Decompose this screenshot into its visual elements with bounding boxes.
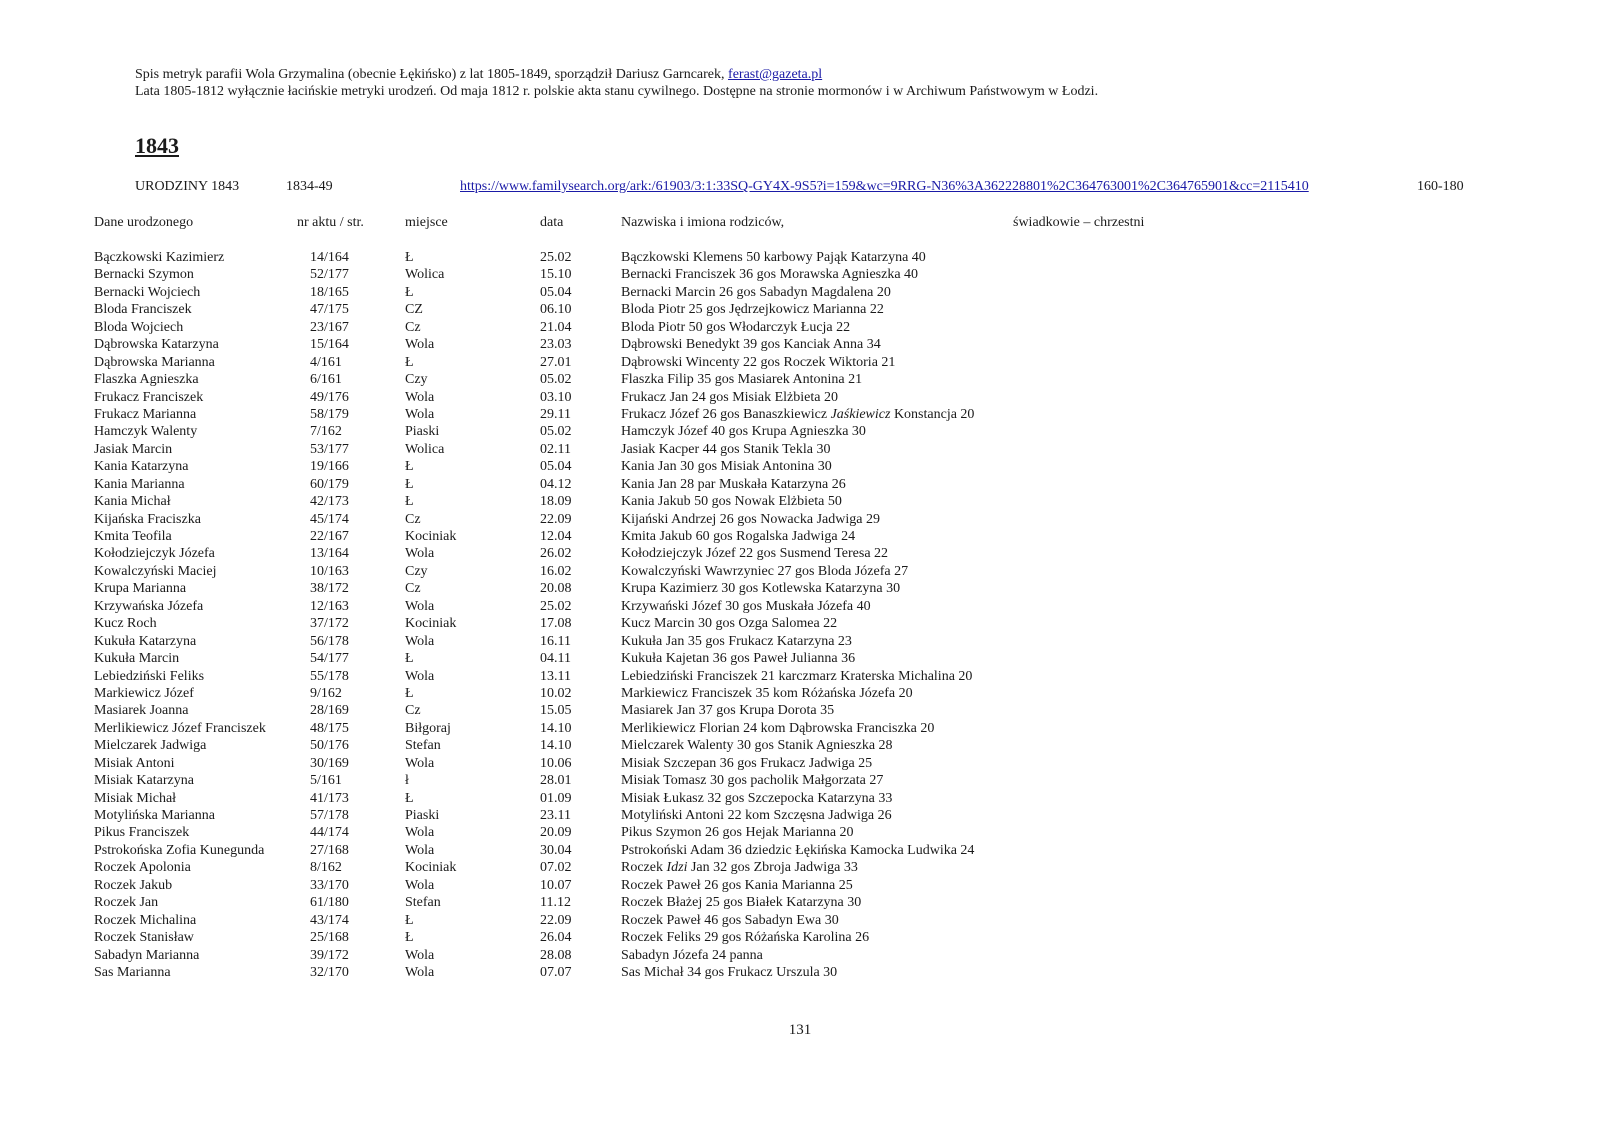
record-date: 30.04 <box>540 842 572 858</box>
record-name: Bloda Wojciech <box>94 319 184 335</box>
record-name: Bloda Franciszek <box>94 302 192 318</box>
record-act-number: 47/175 <box>310 302 349 318</box>
record-act-number: 32/170 <box>310 964 349 980</box>
record-row <box>0 772 1600 789</box>
record-date: 16.11 <box>540 633 571 649</box>
record-parents: Flaszka Filip 35 gos Masiarek Antonina 21 <box>621 372 863 388</box>
record-date: 15.10 <box>540 267 572 283</box>
record-name: Misiak Michał <box>94 790 177 806</box>
record-place: Wola <box>405 598 435 614</box>
record-date: 22.09 <box>540 511 572 527</box>
record-parents: Kołodziejczyk Józef 22 gos Susmend Teresa 22 <box>621 546 889 562</box>
record-date: 20.09 <box>540 825 572 841</box>
record-row <box>0 249 1600 266</box>
record-place: Wola <box>405 546 435 562</box>
record-date: 05.04 <box>540 459 572 475</box>
record-date: 14.10 <box>540 720 572 736</box>
record-parents: Roczek Błażej 25 gos Białek Katarzyna 30 <box>621 895 862 911</box>
record-name: Roczek Michalina <box>94 912 197 928</box>
record-act-number: 27/168 <box>310 842 349 858</box>
record-date: 13.11 <box>540 668 571 684</box>
record-row <box>0 877 1600 894</box>
record-place: Wola <box>405 842 435 858</box>
record-parents: Dąbrowski Wincenty 22 gos Roczek Wiktoria 21 <box>621 354 896 370</box>
record-date: 10.06 <box>540 755 572 771</box>
record-date: 06.10 <box>540 302 572 318</box>
record-act-number: 33/170 <box>310 877 349 893</box>
record-act-number: 22/167 <box>310 529 349 544</box>
record-date: 16.02 <box>540 563 572 579</box>
record-parents: Motyliński Antoni 22 kom Szczęsna Jadwiga 26 <box>621 808 892 823</box>
record-act-number: 53/177 <box>310 441 349 457</box>
record-act-number: 15/164 <box>310 337 349 353</box>
record-name: Pikus Franciszek <box>94 825 190 841</box>
record-date: 26.02 <box>540 546 572 562</box>
record-row <box>0 284 1600 301</box>
record-row <box>0 598 1600 615</box>
record-name: Kołodziejczyk Józefa <box>94 546 215 562</box>
source-link[interactable]: https://www.familysearch.org/ark:/61903/3:1:33SQ-GY4X-9S5?i=159&wc=9RRG-N36%3A362228801%2C364763001%2C364765901&cc=2115410 <box>460 179 1309 194</box>
record-row <box>0 964 1600 981</box>
record-place: Kociniak <box>405 529 457 544</box>
record-row <box>0 755 1600 772</box>
record-name: Misiak Antoni <box>94 755 175 771</box>
record-name: Kukuła Katarzyna <box>94 633 197 649</box>
record-parents: Roczek Feliks 29 gos Różańska Karolina 26 <box>621 930 870 946</box>
record-act-number: 44/174 <box>310 825 349 841</box>
record-place: Piaski <box>405 424 440 440</box>
record-parents: Mielczarek Walenty 30 gos Stanik Agnieszka 28 <box>621 738 893 754</box>
record-parents: Dąbrowski Benedykt 39 gos Kanciak Anna 34 <box>621 337 881 353</box>
record-name: Kowalczyński Maciej <box>94 563 217 579</box>
record-place: Ł <box>405 459 414 475</box>
record-parents: Masiarek Jan 37 gos Krupa Dorota 35 <box>621 703 835 719</box>
record-row <box>0 842 1600 859</box>
record-act-number: 23/167 <box>310 319 349 335</box>
header-line-2: Lata 1805-1812 wyłącznie łacińskie metryki urodzeń. Od maja 1812 r. polskie akta stanu cywilnego. Dostępne na stronie mormonów i w Archiwum Państwowym w Łodzi. <box>135 84 1099 99</box>
record-place: Ł <box>405 250 414 265</box>
record-date: 17.08 <box>540 616 572 632</box>
record-act-number: 5/161 <box>310 773 342 789</box>
record-place: Wola <box>405 389 435 405</box>
record-row <box>0 563 1600 580</box>
record-name: Kania Michał <box>94 494 171 510</box>
column-header-parents: Nazwiska i imiona rodziców, <box>621 215 785 230</box>
record-parents: Kania Jakub 50 gos Nowak Elżbieta 50 <box>621 494 842 510</box>
record-place: Ł <box>405 476 414 492</box>
record-act-number: 60/179 <box>310 476 349 492</box>
record-act-number: 54/177 <box>310 651 349 667</box>
record-place: Wola <box>405 337 435 353</box>
record-place: Wola <box>405 877 435 893</box>
record-name: Bernacki Szymon <box>94 267 194 283</box>
record-name: Frukacz Marianna <box>94 406 197 422</box>
record-date: 25.02 <box>540 250 572 265</box>
record-row <box>0 441 1600 458</box>
record-row <box>0 389 1600 406</box>
record-row <box>0 807 1600 824</box>
record-parents: Kowalczyński Wawrzyniec 27 gos Bloda Józefa 27 <box>621 563 909 579</box>
record-place: Wolica <box>405 441 445 457</box>
record-act-number: 7/162 <box>310 424 342 440</box>
record-place: Stefan <box>405 738 441 754</box>
record-name: Hamczyk Walenty <box>94 424 198 440</box>
record-date: 04.12 <box>540 476 572 492</box>
record-parents: Markiewicz Franciszek 35 kom Różańska Józefa 20 <box>621 685 913 701</box>
record-row <box>0 545 1600 562</box>
record-date: 20.08 <box>540 581 572 597</box>
record-name: Kijańska Fraciszka <box>94 511 201 527</box>
record-place: Ł <box>405 494 414 510</box>
record-place: Wola <box>405 947 435 963</box>
record-act-number: 18/165 <box>310 284 349 300</box>
record-parents: Sabadyn Józefa 24 panna <box>621 947 763 963</box>
record-date: 01.09 <box>540 790 572 806</box>
record-act-number: 30/169 <box>310 755 349 771</box>
record-act-number: 57/178 <box>310 808 349 823</box>
record-name: Krupa Marianna <box>94 581 187 597</box>
record-date: 02.11 <box>540 441 571 457</box>
record-parents: Kania Jan 30 gos Misiak Antonina 30 <box>621 459 832 475</box>
record-act-number: 12/163 <box>310 598 349 614</box>
record-act-number: 61/180 <box>310 895 349 911</box>
record-row <box>0 720 1600 737</box>
record-row <box>0 528 1600 545</box>
header-line-1-text: Spis metryk parafii Wola Grzymalina (obecnie Łękińsko) z lat 1805-1849, sporządził Dariusz Garncarek, <box>135 67 729 82</box>
record-row <box>0 947 1600 964</box>
record-date: 04.11 <box>540 651 571 667</box>
record-date: 07.07 <box>540 964 572 980</box>
record-place: ł <box>405 773 409 789</box>
record-name: Roczek Stanisław <box>94 930 194 946</box>
record-row <box>0 702 1600 719</box>
record-date: 11.12 <box>540 895 571 911</box>
record-parents: Sas Michał 34 gos Frukacz Urszula 30 <box>621 964 838 980</box>
record-place: Wola <box>405 755 435 771</box>
record-place: Kociniak <box>405 860 457 876</box>
record-act-number: 58/179 <box>310 406 349 422</box>
record-place: Kociniak <box>405 616 457 632</box>
record-place: Ł <box>405 354 414 370</box>
record-act-number: 41/173 <box>310 790 349 806</box>
record-row <box>0 354 1600 371</box>
record-date: 21.04 <box>540 319 572 335</box>
record-date: 05.04 <box>540 284 572 300</box>
column-header-name: Dane urodzonego <box>94 215 194 230</box>
record-row <box>0 650 1600 667</box>
column-header-act: nr aktu / str. <box>297 215 364 230</box>
record-place: Czy <box>405 563 428 579</box>
record-act-number: 25/168 <box>310 930 349 946</box>
column-header-place: miejsce <box>405 215 448 230</box>
record-row <box>0 406 1600 423</box>
record-date: 12.04 <box>540 529 572 544</box>
header-line-1 <box>135 66 1515 83</box>
record-place: Ł <box>405 930 414 946</box>
record-parents: Hamczyk Józef 40 gos Krupa Agnieszka 30 <box>621 424 866 440</box>
record-date: 25.02 <box>540 598 572 614</box>
record-act-number: 52/177 <box>310 267 349 283</box>
record-date: 10.02 <box>540 685 572 701</box>
record-act-number: 38/172 <box>310 581 349 597</box>
year-heading: 1843 <box>135 133 179 158</box>
record-act-number: 39/172 <box>310 947 349 963</box>
record-date: 29.11 <box>540 406 571 422</box>
record-date: 22.09 <box>540 912 572 928</box>
record-place: Czy <box>405 372 428 388</box>
column-header-date: data <box>540 215 564 230</box>
record-act-number: 19/166 <box>310 459 349 475</box>
record-parents: Misiak Szczepan 36 gos Frukacz Jadwiga 25 <box>621 755 873 771</box>
record-parents: Roczek Paweł 46 gos Sabadyn Ewa 30 <box>621 912 839 928</box>
record-parents: Kmita Jakub 60 gos Rogalska Jadwiga 24 <box>621 529 856 544</box>
record-act-number: 10/163 <box>310 563 349 579</box>
record-name: Krzywańska Józefa <box>94 598 204 614</box>
record-name: Lebiedziński Feliks <box>94 668 205 684</box>
record-name: Pstrokońska Zofia Kunegunda <box>94 842 265 858</box>
record-place: Wolica <box>405 267 445 283</box>
record-date: 10.07 <box>540 877 572 893</box>
record-name: Kania Marianna <box>94 476 185 492</box>
record-place: Stefan <box>405 895 441 911</box>
record-parents: Misiak Tomasz 30 gos pacholik Małgorzata 27 <box>621 773 884 789</box>
record-name: Dąbrowska Marianna <box>94 354 215 370</box>
record-act-number: 4/161 <box>310 354 342 370</box>
record-act-number: 28/169 <box>310 703 349 719</box>
record-name: Sas Marianna <box>94 964 171 980</box>
record-row <box>0 633 1600 650</box>
record-row <box>0 929 1600 946</box>
record-place: Wola <box>405 633 435 649</box>
record-parents: Bloda Piotr 50 gos Włodarczyk Łucja 22 <box>621 319 851 335</box>
record-place: Wola <box>405 668 435 684</box>
record-place: CZ <box>405 302 423 318</box>
record-name: Kmita Teofila <box>94 529 172 544</box>
record-date: 27.01 <box>540 354 572 370</box>
record-place: Ł <box>405 685 414 701</box>
record-name: Flaszka Agnieszka <box>94 372 199 388</box>
record-date: 23.03 <box>540 337 572 353</box>
record-row <box>0 458 1600 475</box>
record-date: 05.02 <box>540 372 572 388</box>
record-row <box>0 511 1600 528</box>
record-parents: Roczek Paweł 26 gos Kania Marianna 25 <box>621 877 853 893</box>
record-place: Piaski <box>405 808 440 823</box>
record-act-number: 55/178 <box>310 668 349 684</box>
record-name: Bernacki Wojciech <box>94 284 201 300</box>
record-parents: Frukacz Józef 26 gos Banaszkiewicz Jaśkiewicz Konstancja 20 <box>621 406 975 422</box>
record-row <box>0 336 1600 353</box>
record-parents: Krzywański Józef 30 gos Muskała Józefa 40 <box>621 598 871 614</box>
record-place: Biłgoraj <box>405 720 451 736</box>
record-row <box>0 319 1600 336</box>
record-row <box>0 615 1600 632</box>
record-name: Jasiak Marcin <box>94 441 173 457</box>
record-date: 28.08 <box>540 947 572 963</box>
record-place: Wola <box>405 964 435 980</box>
record-parents: Kijański Andrzej 26 gos Nowacka Jadwiga 29 <box>621 511 880 527</box>
record-name: Mielczarek Jadwiga <box>94 738 207 754</box>
record-parents: Roczek Idzi Jan 32 gos Zbroja Jadwiga 33 <box>621 860 858 876</box>
record-act-number: 14/164 <box>310 250 349 265</box>
record-parents: Krupa Kazimierz 30 gos Kotlewska Katarzyna 30 <box>621 581 901 597</box>
record-act-number: 50/176 <box>310 738 349 754</box>
record-act-number: 43/174 <box>310 912 349 928</box>
record-row <box>0 912 1600 929</box>
record-parents: Merlikiewicz Florian 24 kom Dąbrowska Franciszka 20 <box>621 720 935 736</box>
record-place: Wola <box>405 825 435 841</box>
record-place: Cz <box>405 319 421 335</box>
record-parents: Kania Jan 28 par Muskała Katarzyna 26 <box>621 476 846 492</box>
record-name: Markiewicz Józef <box>94 685 194 701</box>
record-parents: Kukuła Jan 35 gos Frukacz Katarzyna 23 <box>621 633 852 649</box>
record-row <box>0 685 1600 702</box>
document-header <box>135 66 1515 100</box>
record-parents: Bernacki Franciszek 36 gos Morawska Agnieszka 40 <box>621 267 919 283</box>
record-name: Roczek Jan <box>94 895 159 911</box>
page-number: 131 <box>788 1022 812 1038</box>
record-row <box>0 266 1600 283</box>
record-act-number: 37/172 <box>310 616 349 632</box>
record-date: 15.05 <box>540 703 572 719</box>
record-place: Ł <box>405 651 414 667</box>
record-row <box>0 790 1600 807</box>
record-place: Ł <box>405 912 414 928</box>
records-list <box>0 249 1600 981</box>
record-parents: Kucz Marcin 30 gos Ozga Salomea 22 <box>621 616 838 632</box>
record-date: 23.11 <box>540 808 571 823</box>
author-email-link[interactable]: ferast@gazeta.pl <box>728 67 823 82</box>
record-name: Masiarek Joanna <box>94 703 189 719</box>
column-header-witnesses: świadkowie – chrzestni <box>1013 215 1145 230</box>
record-parents: Bloda Piotr 25 gos Jędrzejkowicz Marianna 22 <box>621 302 884 318</box>
record-place: Cz <box>405 511 421 527</box>
record-act-number: 45/174 <box>310 511 349 527</box>
record-name: Dąbrowska Katarzyna <box>94 337 219 353</box>
record-place: Cz <box>405 703 421 719</box>
record-place: Wola <box>405 406 435 422</box>
record-parents: Frukacz Jan 24 gos Misiak Elżbieta 20 <box>621 389 838 405</box>
source-range: 1834-49 <box>286 179 333 194</box>
record-row <box>0 894 1600 911</box>
record-date: 05.02 <box>540 424 572 440</box>
record-row <box>0 476 1600 493</box>
record-name: Motylińska Marianna <box>94 808 215 823</box>
source-label: URODZINY 1843 <box>135 179 240 194</box>
record-name: Bączkowski Kazimierz <box>94 250 225 265</box>
record-row <box>0 371 1600 388</box>
record-act-number: 49/176 <box>310 389 349 405</box>
record-parents: Lebiedziński Franciszek 21 karczmarz Kraterska Michalina 20 <box>621 668 973 684</box>
record-date: 26.04 <box>540 930 572 946</box>
record-date: 07.02 <box>540 860 572 876</box>
record-act-number: 9/162 <box>310 685 342 701</box>
record-act-number: 13/164 <box>310 546 349 562</box>
record-place: Ł <box>405 284 414 300</box>
record-row <box>0 859 1600 876</box>
record-date: 28.01 <box>540 773 572 789</box>
record-date: 03.10 <box>540 389 572 405</box>
record-act-number: 42/173 <box>310 494 349 510</box>
record-parents: Pikus Szymon 26 gos Hejak Marianna 20 <box>621 825 854 841</box>
record-parents: Pstrokoński Adam 36 dziedzic Łękińska Kamocka Ludwika 24 <box>621 842 975 858</box>
record-act-number: 48/175 <box>310 720 349 736</box>
record-act-number: 8/162 <box>310 860 342 876</box>
record-row <box>0 668 1600 685</box>
record-name: Misiak Katarzyna <box>94 773 194 789</box>
record-name: Sabadyn Marianna <box>94 947 200 963</box>
record-row <box>0 423 1600 440</box>
record-place: Cz <box>405 581 421 597</box>
record-name: Frukacz Franciszek <box>94 389 204 405</box>
record-date: 18.09 <box>540 494 572 510</box>
record-name: Roczek Apolonia <box>94 860 191 876</box>
source-pages: 160-180 <box>1417 179 1464 194</box>
record-place: Ł <box>405 790 414 806</box>
record-act-number: 56/178 <box>310 633 349 649</box>
record-act-number: 6/161 <box>310 372 342 388</box>
record-parents: Bernacki Marcin 26 gos Sabadyn Magdalena 20 <box>621 284 891 300</box>
record-row <box>0 580 1600 597</box>
record-row <box>0 824 1600 841</box>
record-row <box>0 301 1600 318</box>
record-name: Kukuła Marcin <box>94 651 180 667</box>
record-name: Kucz Roch <box>94 616 157 632</box>
record-name: Kania Katarzyna <box>94 459 189 475</box>
record-parents: Jasiak Kacper 44 gos Stanik Tekla 30 <box>621 441 831 457</box>
record-row <box>0 493 1600 510</box>
record-parents: Bączkowski Klemens 50 karbowy Pająk Katarzyna 40 <box>621 250 926 265</box>
record-name: Roczek Jakub <box>94 877 173 893</box>
record-row <box>0 737 1600 754</box>
record-name: Merlikiewicz Józef Franciszek <box>94 720 266 736</box>
record-parents: Misiak Łukasz 32 gos Szczepocka Katarzyna 33 <box>621 790 893 806</box>
record-parents: Kukuła Kajetan 36 gos Paweł Julianna 36 <box>621 651 856 667</box>
record-date: 14.10 <box>540 738 572 754</box>
